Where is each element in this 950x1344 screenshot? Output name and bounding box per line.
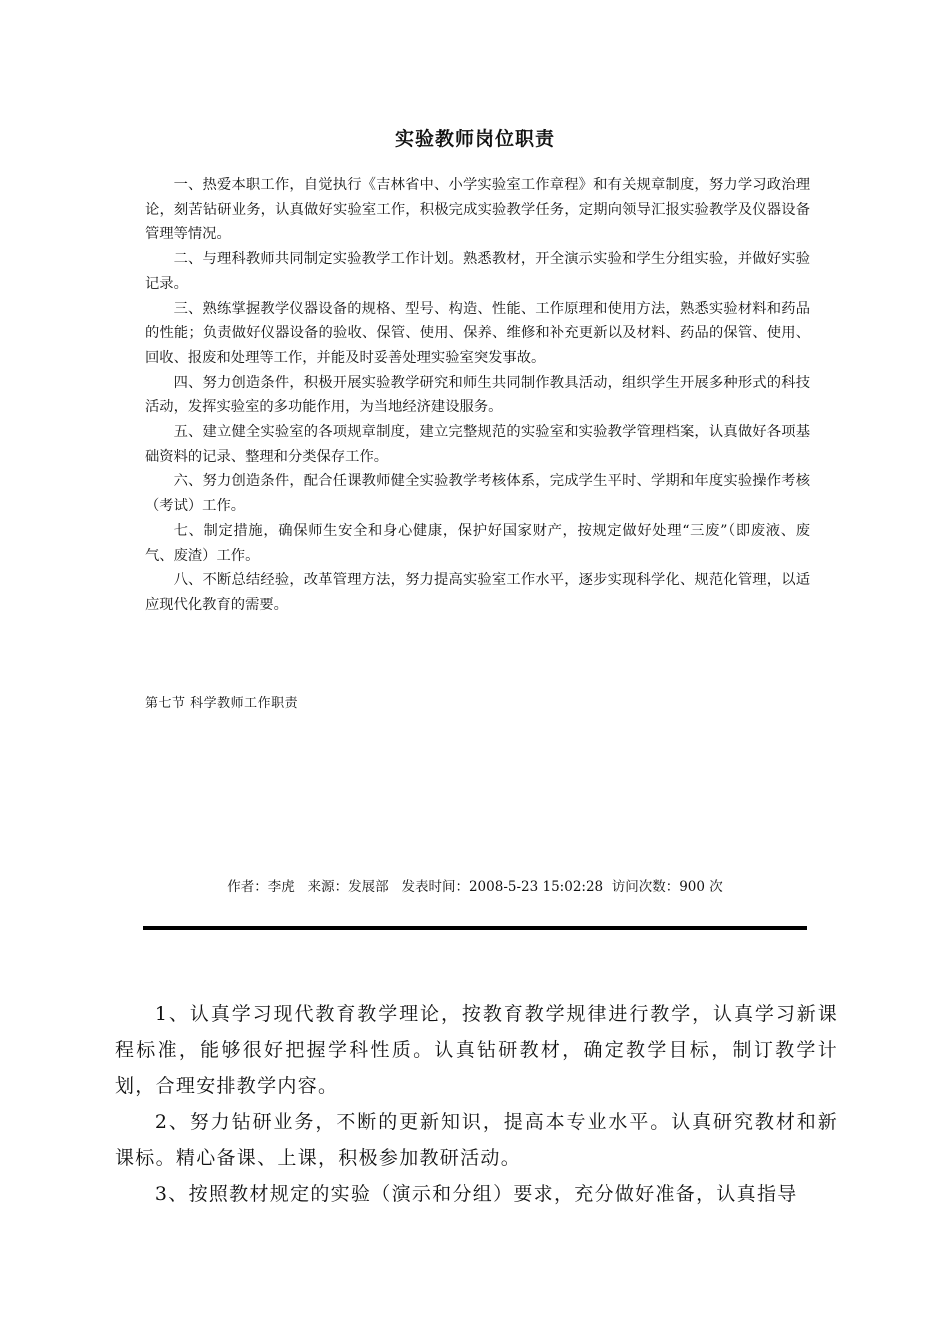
science-duty-paragraph: 1、认真学习现代教育教学理论，按教育教学规律进行教学，认真学习新课程标准，能够很好把握学科性质。认真钻研教材，确定教学目标，制订教学计划，合理安排教学内容。 [115, 1003, 838, 1097]
duty-paragraph: 六、努力创造条件，配合任课教师健全实验教学考核体系，完成学生平时、学期和年度实验操作考核（考试）工作。 [145, 473, 810, 515]
science-duty-paragraph: 3、按照教材规定的实验（演示和分组）要求，充分做好准备，认真指导 [154, 1183, 798, 1205]
duty-paragraph: 二、与理科教师共同制定实验教学工作计划。熟悉教材，开全演示实验和学生分组实验，并做好实验记录。 [145, 251, 810, 292]
lab-teacher-duties [145, 173, 810, 618]
section-heading: 第七节 科学教师工作职责 [145, 696, 299, 711]
duty-paragraph: 四、努力创造条件，积极开展实验教学研究和师生共同制作教具活动，组织学生开展多种形式的科技活动，发挥实验室的多功能作用，为当地经济建设服务。 [145, 374, 810, 416]
science-teacher-duties [115, 996, 838, 1212]
article-meta: 作者：李虎 来源：发展部 发表时间：2008-5-23 15:02:28 访问次数：900 次 [227, 879, 723, 895]
duty-paragraph: 一、热爱本职工作，自觉执行《吉林省中、小学实验室工作章程》和有关规章制度，努力学习政治理论，刻苦钻研业务，认真做好实验室工作，积极完成实验教学任务，定期向领导汇报实验教学及仪器设备管理等情况。 [145, 177, 810, 243]
duty-paragraph: 五、建立健全实验室的各项规章制度，建立完整规范的实验室和实验教学管理档案，认真做好各项基础资料的记录、整理和分类保存工作。 [145, 424, 810, 465]
science-duty-paragraph: 2、努力钻研业务，不断的更新知识，提高本专业水平。认真研究教材和新课标。精心备课、上课，积极参加教研活动。 [115, 1111, 838, 1169]
divider-rule [143, 926, 807, 930]
duty-paragraph: 七、制定措施，确保师生安全和身心健康，保护好国家财产，按规定做好处理“三废”（即废液、废气、废渣）工作。 [145, 522, 810, 564]
page-title: 实验教师岗位职责 [394, 128, 555, 150]
duty-paragraph: 八、不断总结经验，改革管理方法，努力提高实验室工作水平，逐步实现科学化、规范化管理，以适应现代化教育的需要。 [145, 572, 810, 613]
duty-paragraph: 三、熟练掌握教学仪器设备的规格、型号、构造、性能、工作原理和使用方法，熟悉实验材料和药品的性能；负责做好仪器设备的验收、保管、使用、保养、维修和补充更新以及材料、药品的保管、使用、回收、报废和处理等工作，并能及时妥善处理实验室突发事故。 [145, 300, 810, 366]
